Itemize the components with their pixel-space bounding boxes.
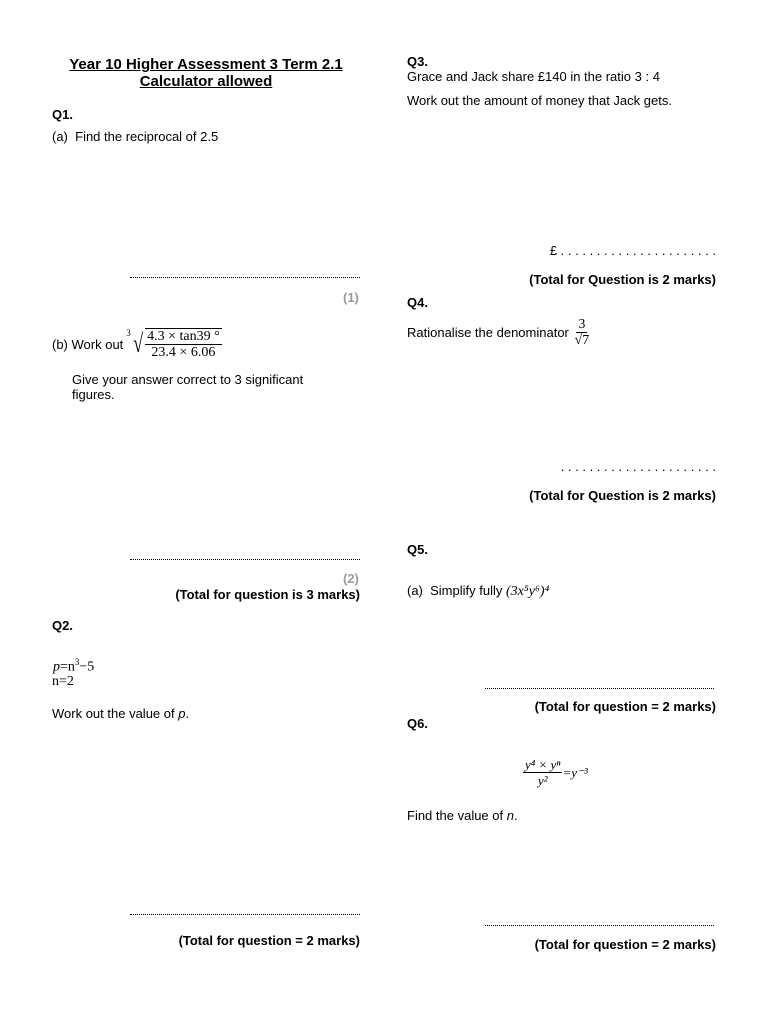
q6-var: n [506,808,514,823]
q4-numerator: 3 [578,317,586,332]
q1a-label: (a) [52,129,68,144]
q1a-marks: (1) [343,290,359,305]
q2-total: (Total for question = 2 marks) [178,933,360,948]
page-title [52,56,360,90]
q6-denominator: y² [537,773,548,788]
q1-total: (Total for question is 3 marks) [175,587,360,602]
q1a-text: Find the reciprocal of 2.5 [75,129,219,144]
q1b-fraction [145,328,222,360]
q3-total: (Total for Question is 2 marks) [529,272,716,287]
eq1-rhs: =n [60,659,75,675]
q1b-answer-line[interactable] [130,559,360,560]
q3-line-1: Grace and Jack share £140 in the ratio 3 : 4 [407,69,660,84]
eq1-rhs-post: −5 [79,659,95,675]
q1b-question [52,328,222,360]
q5a-text: Simplify fully [430,583,503,598]
q2-var: p [178,706,186,721]
q1b-label: (b) [52,336,68,352]
q3-line-2: Work out the amount of money that Jack gets. [407,93,672,108]
q1a-question [52,129,218,144]
q1b-numerator: 4.3 × tan39 ° [147,329,220,344]
q5-answer-line[interactable] [485,688,714,689]
root-index: 3 [126,328,131,338]
q2-text-end: . [185,706,190,721]
radical-sign-icon: √ [132,329,143,358]
q4-answer-line[interactable]: . . . . . . . . . . . . . . . . . . . . . . [560,459,716,474]
q2-answer-line[interactable] [130,914,360,915]
q6-question [407,808,518,823]
q6-text-end: . [513,808,518,823]
q6-total: (Total for question = 2 marks) [534,937,716,952]
q4-total: (Total for Question is 2 marks) [529,488,716,503]
var-p: p [53,659,60,675]
q1b-text: Work out [71,336,124,352]
q6-text: Find the value of [407,808,507,823]
q6-equation [523,757,588,788]
q1b-denominator: 23.4 × 6.06 [151,345,216,360]
q4-question [407,317,591,348]
q2-question [52,706,189,721]
q6-fraction [523,757,562,788]
q4-fraction [573,317,592,348]
q4-denominator: √7 [574,333,590,348]
q5a-label: (a) [407,583,423,598]
q5-expression: (3x⁵y⁶)⁴ [506,584,550,599]
q4-heading: Q4. [407,295,428,310]
q4-text: Rationalise the denominator [407,325,569,340]
q2-equation-2: n=2 [52,674,74,689]
q2-heading: Q2. [52,618,73,633]
q6-rhs: =y⁻³ [562,764,588,780]
q3-answer-line[interactable]: £ . . . . . . . . . . . . . . . . . . . . . . [549,243,716,258]
q6-numerator: y⁴ × yⁿ [525,757,561,772]
title-line-1: Year 10 Higher Assessment 3 Term 2.1 [69,56,343,73]
q3-heading: Q3. [407,54,428,69]
q1-heading: Q1. [52,107,73,122]
q1b-instruction: Give your answer correct to 3 significant figures. [72,372,304,402]
q6-answer-line[interactable] [485,925,714,926]
q1b-cube-root [126,328,221,360]
eq1-exponent: 3 [74,657,80,667]
q6-heading: Q6. [407,716,428,731]
q2-text: Work out the value of [52,706,179,721]
q5-heading: Q5. [407,542,428,557]
q5a-question [407,583,549,600]
title-line-2: Calculator allowed [139,73,273,90]
q1a-answer-line[interactable] [130,277,360,278]
q1b-marks: (2) [343,571,359,586]
q2-equation-1 [53,657,94,676]
q5-total: (Total for question = 2 marks) [534,699,716,714]
